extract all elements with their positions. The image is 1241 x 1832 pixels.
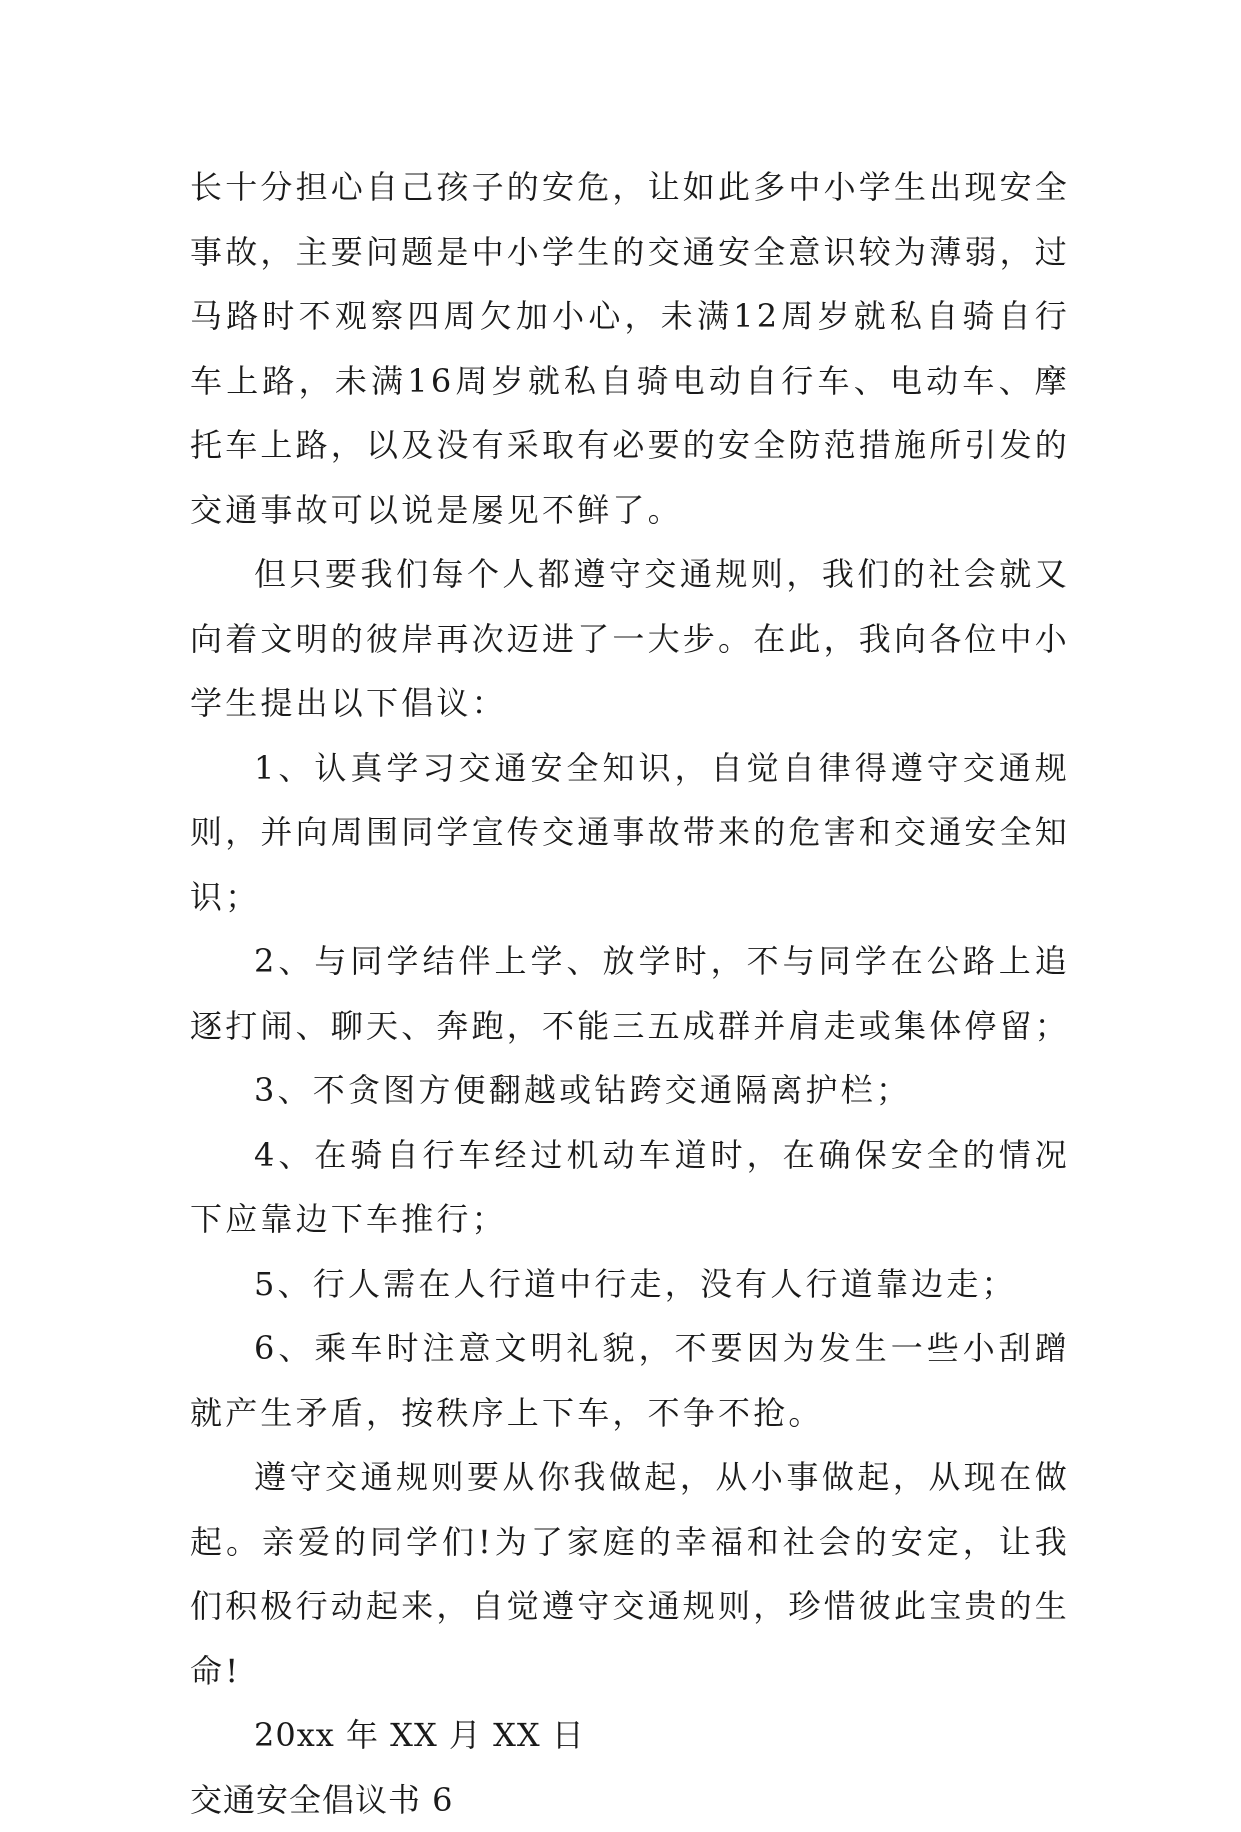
document-date: 20xx 年 XX 月 XX 日 [190, 1703, 1070, 1768]
document-body [190, 155, 1070, 1832]
proposal-item-2: 2、与同学结伴上学、放学时，不与同学在公路上追逐打闹、聊天、奔跑，不能三五成群并肩走或集体停留； [190, 929, 1070, 1058]
paragraph-closing: 遵守交通规则要从你我做起，从小事做起，从现在做起。亲爱的同学们!为了家庭的幸福和社会的安定，让我们积极行动起来，自觉遵守交通规则，珍惜彼此宝贵的生命! [190, 1445, 1070, 1703]
paragraph-intro: 但只要我们每个人都遵守交通规则，我们的社会就又向着文明的彼岸再次迈进了一大步。在此，我向各位中小学生提出以下倡议： [190, 542, 1070, 736]
paragraph-continuation: 长十分担心自己孩子的安危，让如此多中小学生出现安全事故，主要问题是中小学生的交通安全意识较为薄弱，过马路时不观察四周欠加小心，未满12周岁就私自骑自行车上路，未满16周岁就私自骑电动自行车、电动车、摩托车上路，以及没有采取有必要的安全防范措施所引发的交通事故可以说是屡见不鲜了。 [190, 155, 1070, 542]
proposal-item-4: 4、在骑自行车经过机动车道时，在确保安全的情况下应靠边下车推行； [190, 1123, 1070, 1252]
proposal-item-6: 6、乘车时注意文明礼貌，不要因为发生一些小刮蹭就产生矛盾，按秩序上下车，不争不抢。 [190, 1316, 1070, 1445]
next-document-title: 交通安全倡议书 6 [190, 1768, 1070, 1832]
proposal-item-5: 5、行人需在人行道中行走，没有人行道靠边走； [190, 1252, 1070, 1317]
proposal-item-1: 1、认真学习交通安全知识，自觉自律得遵守交通规则，并向周围同学宣传交通事故带来的危害和交通安全知识； [190, 736, 1070, 930]
proposal-item-3: 3、不贪图方便翻越或钻跨交通隔离护栏； [190, 1058, 1070, 1123]
